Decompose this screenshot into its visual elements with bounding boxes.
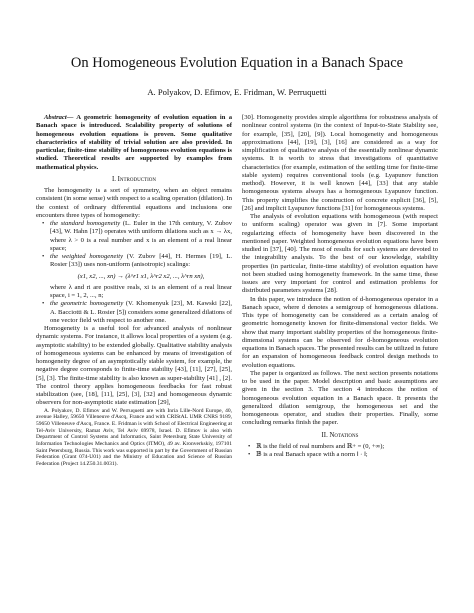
bullet-icon: • (248, 442, 251, 450)
bullet-icon: • (42, 220, 45, 227)
section-heading-notations: II. Notations (321, 431, 359, 439)
notation-text: 𝔹 is a real Banach space with a norm ‖ · ‖; (256, 451, 368, 458)
bullet-text: (V. Khomenyuk [23], M. Kawski [22], A. Bacciotti & L. Rosier [5]) considers some generalized dilations of one vector field with respect to another one. (50, 300, 233, 324)
section-heading-introduction: I. Introduction (111, 175, 157, 183)
footnote: A. Polyakov, D. Efimov and W. Perruquetti are with Inria Lille-Nord Europe, 40, avenue Halley, 59650 Villeneuve d'Ascq, France and with CRIStAL UMR CNRS 9189, 59650 Villeneuve d'Ascq, France. E. Fridman is with School of Electrical Engineering at Tel-Aviv University, Ramat Aviv, Tel Aviv 69978, Israel. D. Efimov is also with Department of Control Systems and Informatics, Saint Petersburg State University of Information Technologies Mechanics and Optics (ITMO), 49 av. Kronverkskiy, 197101 Saint Petersburg, Russia. This work was supported in part by the Government of Russian Federation (Grant 074-U01) and the Ministry of Education and Science of Russian Federation (Project 14.Z50.31.0031). (36, 407, 232, 468)
abstract (36, 114, 232, 172)
intro-paragraph-2: Homogeneity is a useful tool for advanced analysis of nonlinear dynamic systems. For instance, it allows local properties of a system (e.g. asymptotic stability) to be extended globally. Qualitative stability analysis of homogeneous systems can be enhanced by means of investigation of homogeneity degree of an asymptotically stable system, for example, the negative degree corresponds to finite-time stability [43], [11], [27], [25], [5], [3]. The finite-time stability is also known as super-stability [41] , [2]. The control theory applies homogeneous feedbacks for fast robust stabilization (see, [18], [11], [25], [3], [32] and homogeneous dynamic observers for non-asymptotic state estimation [29], (36, 325, 232, 407)
left-column (36, 114, 232, 468)
paper-title: On Homogeneous Evolution Equation in a Banach Space (70, 55, 404, 71)
right-paragraph-3: In this paper, we introduce the notion of d-homogeneous operator in a Banach space, where d denotes a semigroup of homogeneous dilations. This type of homogeneity can be considered as a certain analog of geometric homogeneity known for finite-dimensional vector fields. We show that many important stability properties of the homogeneous finite-dimensional systems can be observed for d-homogeneous evolution equations in Banach spaces. The presented results can be utilized in future for an expansion of homogeneous feedback control design methods to evolution equations. (242, 295, 438, 369)
notation-list (242, 443, 438, 460)
right-column (242, 114, 438, 459)
intro-paragraph-1: The homogeneity is a sort of symmetry, when an object remains consistent (in some sense) with respect to a scaling operation (dilation). In the context of ordinary differential equations and inclusions one encounters three types of homogeneity: (36, 187, 232, 219)
right-paragraph-2: The analysis of evolution equations with homogeneous (with respect to uniform scaling) operator was given in [7]. Some important regularizing effects of homogeneity have been discovered in the mentioned paper. Weighted homogeneous evolution equations have been studied in [37], [40]. The most of results for such systems are devoted to the integrability analysis. To the best of our knowledge, stability properties (in particular, finite-time stability) of evolution equation have not been studied using homogeneity framework. In the same time, these issues are very important for control and estimation problems for distributed parameters systems [28]. (242, 213, 438, 295)
homogeneity-type-list (36, 220, 232, 325)
notation-text: ℝ is the field of real numbers and ℝ+ = (0, +∞); (256, 442, 385, 450)
bullet-icon: • (42, 253, 45, 260)
bullet-continuation: where λ and ri are positive reals, xi is an element of a real linear space, i = 1, 2, ..., n; (50, 283, 232, 299)
bullet-text: (V. Zubov [44], H. Hermes [19], L. Rosier [33]) uses non-uniform (anisotropic) scalings: (50, 253, 232, 269)
bullet-icon: • (248, 451, 251, 458)
list-item (248, 442, 438, 451)
bullet-term: the weighted homogeneity (50, 253, 124, 260)
bullet-icon: • (42, 300, 45, 308)
equation: (x1, x2, ..., xn) → (λ^r1 x1, λ^r2 x2, ..., λ^rn xn), (77, 272, 205, 280)
right-paragraph-1: [30]. Homogeneity provides simple algorithms for robustness analysis of nonlinear control systems (in the context of Input-to-State Stability see, for example, [35], [20], [9]). Local homogeneity and homogeneous approximations [44], [19], [3], [16] are considered as a way for simplification of qualitative analysis of the essentially nonlinear dynamic systems. It is worth to stress that investigations of quantitative characteristics (for example, estimation of the settling time for finite-time stable system) requires conventional tools (e.g. Lyapunov function method). However, it is well known [44], [33] that any stable homogeneous systems always has a homogeneous Lyapunov function. This property simplifies the construction of concrete explicit [36], [5], [26] and implicit Lyapunov functions [31] for homogeneous systems. (242, 114, 438, 212)
paper-authors: A. Polyakov, D. Efimov, E. Fridman, W. Perruquetti (147, 87, 327, 97)
list-item (42, 220, 232, 253)
bullet-term: the standard homogeneity (50, 220, 121, 227)
list-item (42, 300, 233, 325)
bullet-term: the geometric homogeneity (50, 300, 124, 308)
list-item (248, 451, 438, 459)
right-paragraph-4: The paper is organized as follows. The next section presents notations to be used in the paper. Model description and basic assumptions are given in the section 3. The section 4 introduces the notion of homogeneous evolution equation in a Banach space. It presents the generalized dilation semigroup, the homogeneous set and the homogeneous operator, and studies their properties. Finally, some concluding remarks finish the paper. (242, 369, 438, 427)
list-item (42, 253, 232, 300)
bullet-text: (L. Euler in the 17th century, V. Zubov [43], W. Hahn [17]) operates with uniform dilations such as x → λx, where λ > 0 is a real number and x is an element of a real linear space; (50, 220, 232, 252)
abstract-text: — A geometric homogeneity of evolution equation in a Banach space is introduced. Scalability property of solutions of homogeneous evolution equations is proven. Some qualitative characteristics of stability of trivial solution are also provided. In particular, finite-time stability of homogeneous evolution equations is studied. Theoretical results are supported by examples from mathematical physics. (36, 114, 232, 171)
abstract-label: Abstract (44, 114, 67, 121)
